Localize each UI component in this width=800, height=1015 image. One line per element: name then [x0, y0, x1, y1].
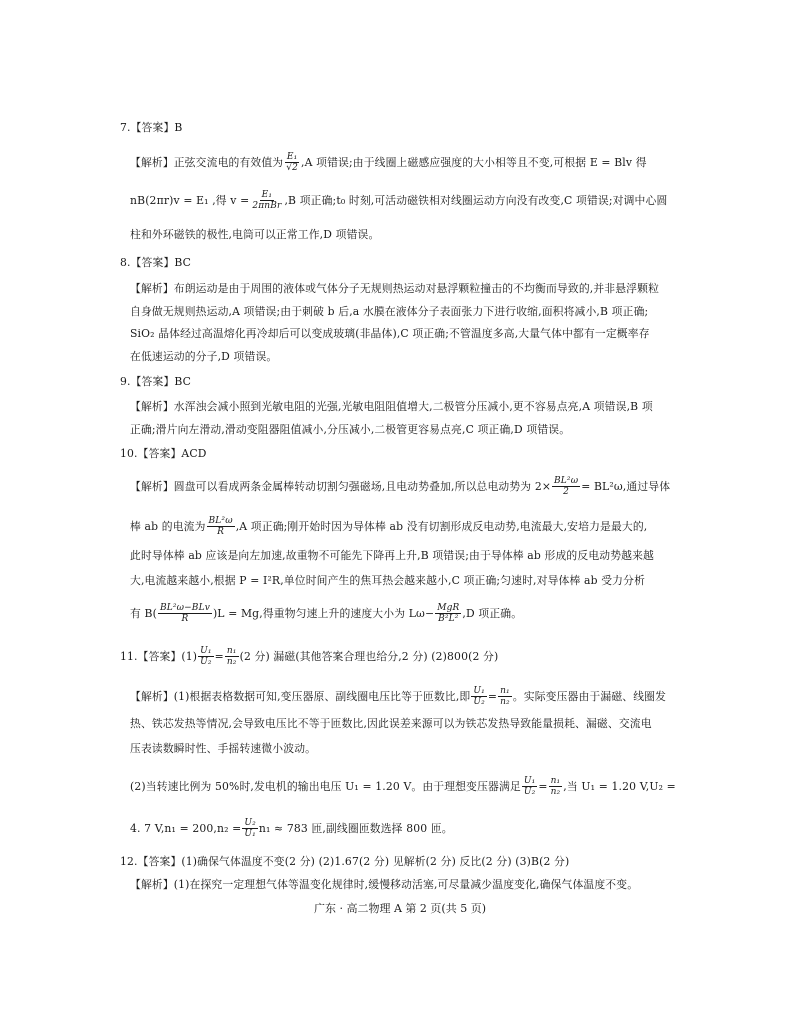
- q8-analysis-line-2: 自身做无规则热运动,A 项错误;由于刺破 b 后,a 水膜在液体分子表面张力下进行收缩,面积将减小,B 项正确;: [130, 305, 649, 318]
- fraction: $\frac{\text{n₁}}{\text{n₂}}$: [550, 776, 561, 798]
- q8-answer: 8.【答案】BC: [120, 256, 192, 269]
- q10-analysis-line-4: 大,电流越来越小,根据 P = I²R,单位时间产生的焦耳热会越来越小,C 项正确;匀速时,对导体棒 ab 受力分析: [130, 574, 646, 587]
- q11-analysis-line-5: 4. 7 V,n₁ = 200,n₂ = $\frac{\text{U₂}}{\text{U₁}}$ n₁ ≈ 783 匝,副线圈匝数选择 800 匝。: [130, 818, 453, 840]
- fraction: $\frac{\text{BL²ω}}{R}$: [208, 516, 233, 538]
- fraction: $\frac{\text{U₁}}{\text{U₂}}$: [473, 686, 485, 708]
- q10-analysis-line-5: 有 B( $\frac{\text{BL²ω−BLv}}{R}$ )L = Mg,得重物匀速上升的速度大小为 Lω− $\frac{\text{MgR}}{\text{B²L²}}$ ,D 项正确。: [130, 603, 523, 625]
- q9-answer: 9.【答案】BC: [120, 375, 192, 388]
- q10-answer: 10.【答案】ACD: [120, 447, 207, 460]
- q10-analysis-line-1: 【解析】圆盘可以看成两条金属棒转动切割匀强磁场,且电动势叠加,所以总电动势为 2× $\frac{\text{BL²ω}}{2}$ = BL²ω,通过导体: [130, 476, 671, 498]
- fraction: $\frac{\text{U₁}}{\text{U₂}}$: [200, 646, 212, 668]
- fraction: $\frac{\text{n₁}}{\text{n₂}}$: [226, 646, 237, 668]
- q11-analysis-line-4: (2)当转速比例为 50%时,发电机的输出电压 U₁ = 1.20 V。由于理想变压器满足 $\frac{\text{U₁}}{\text{U₂}}$ = $\frac{\text{n₁}}{\text{n₂}}$ ,当 U₁ = 1.20 V,U₂ =: [130, 776, 676, 798]
- q8-analysis-line-1: 【解析】布朗运动是由于周围的液体或气体分子无规则热运动对悬浮颗粒撞击的不均衡而导致的,并非悬浮颗粒: [130, 282, 660, 295]
- q11-answer: 11.【答案】(1) $\frac{\text{U₁}}{\text{U₂}}$ = $\frac{\text{n₁}}{\text{n₂}}$ (2 分) 漏磁(其他答案合理也给分,2 分) (2)800(2 分): [120, 646, 499, 668]
- q7-analysis-line-2: nB(2πr)v = E₁ ,得 v = $\frac{\text{E₁}}{\text{2πnBr}}$ ,B 项正确;t₀ 时刻,可活动磁铁相对线圈运动方向没有改变,C 项错误;对调中心圆: [130, 190, 668, 212]
- q9-analysis-line-2: 正确;滑片向左滑动,滑动变阻器阻值减小,分压减小,二极管更容易点亮,C 项正确,D 项错误。: [130, 423, 571, 436]
- q11-analysis-line-1: 【解析】(1)根据表格数据可知,变压器原、副线圈电压比等于匝数比,即 $\frac{\text{U₁}}{\text{U₂}}$ = $\frac{\text{n₁}}{\text{n₂}}$ 。实际变压器由于漏磁、线圈发: [130, 686, 667, 708]
- q7-analysis-line-1: 【解析】正弦交流电的有效值为 $\frac{\text{E₁}}{√2}$ ,A 项错误;由于线圈上磁感应强度的大小相等且不变,可根据 E = Blv 得: [130, 152, 647, 174]
- q9-analysis-line-1: 【解析】水浑浊会减小照到光敏电阻的光强,光敏电阻阻值增大,二极管分压减小,更不容易点亮,A 项错误,B 项: [130, 400, 653, 413]
- fraction: $\frac{\text{E₁}}{\text{2πnBr}}$: [252, 190, 282, 212]
- fraction: $\frac{\text{BL²ω}}{2}$: [554, 476, 579, 498]
- q12-answer: 12.【答案】(1)确保气体温度不变(2 分) (2)1.67(2 分) 见解析(2 分) 反比(2 分) (3)B(2 分): [120, 855, 570, 868]
- q8-analysis-line-3: SiO₂ 晶体经过高温熔化再冷却后可以变成玻璃(非晶体),C 项正确;不管温度多高,大量气体中都有一定概率存: [130, 327, 650, 340]
- fraction: $\frac{\text{E₁}}{√2}$: [286, 152, 299, 174]
- q11-analysis-line-2: 热、铁芯发热等情况,会导致电压比不等于匝数比,因此误差来源可以为铁芯发热导致能量损耗、漏磁、交流电: [130, 717, 652, 730]
- q8-analysis-line-4: 在低速运动的分子,D 项错误。: [130, 350, 278, 363]
- q12-analysis-line-1: 【解析】(1)在探究一定理想气体等温变化规律时,缓慢移动活塞,可尽量减少温度变化,确保气体温度不变。: [130, 878, 639, 891]
- q7-answer: 7.【答案】B: [120, 121, 183, 134]
- fraction: $\frac{\text{MgR}}{\text{B²L²}}$: [437, 603, 460, 625]
- fraction: $\frac{\text{U₂}}{\text{U₁}}$: [244, 818, 256, 840]
- page-footer: 广东 · 高二物理 A 第 2 页(共 5 页): [314, 902, 486, 915]
- q11-analysis-line-3: 压表读数瞬时性、手摇转速微小波动。: [130, 742, 317, 755]
- fraction: $\frac{\text{n₁}}{\text{n₂}}$: [500, 686, 510, 708]
- fraction: $\frac{\text{U₁}}{\text{U₂}}$: [523, 776, 536, 798]
- q10-analysis-line-2: 棒 ab 的电流为 $\frac{\text{BL²ω}}{R}$ ,A 项正确;刚开始时因为导体棒 ab 没有切割形成反电动势,电流最大,安培力是最大的,: [130, 516, 648, 538]
- fraction: $\frac{\text{BL²ω−BLv}}{R}$: [159, 603, 210, 625]
- q10-analysis-line-3: 此时导体棒 ab 应该是向左加速,故重物不可能先下降再上升,B 项错误;由于导体棒 ab 形成的反电动势越来越: [130, 549, 655, 562]
- q7-analysis-line-3: 柱和外环磁铁的极性,电筒可以正常工作,D 项错误。: [130, 228, 380, 241]
